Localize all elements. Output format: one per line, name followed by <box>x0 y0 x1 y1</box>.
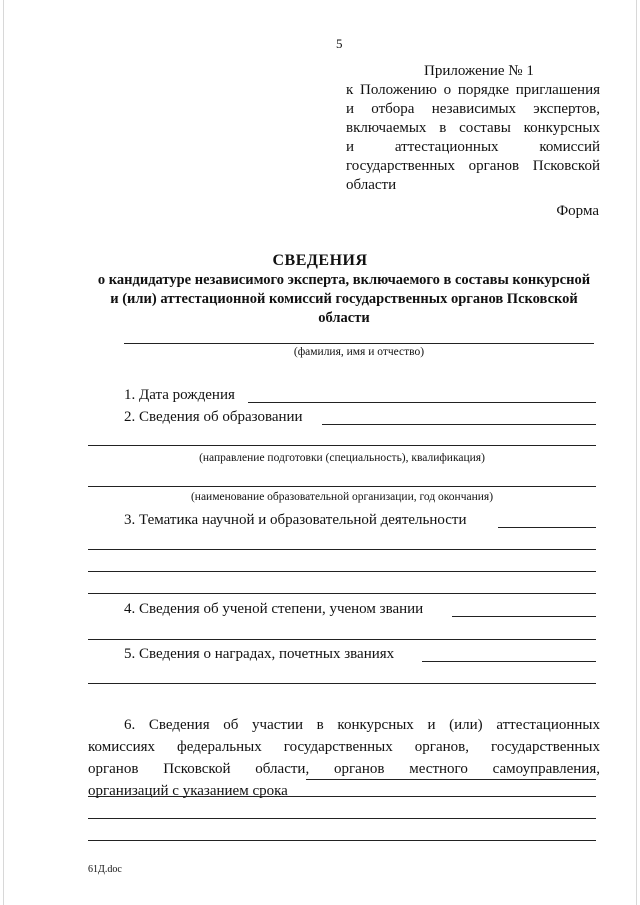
participation-line: комиссиях федеральных государственных органов, государственных <box>88 739 600 755</box>
topics-line-2[interactable] <box>88 549 596 550</box>
specialty-line[interactable] <box>88 445 596 446</box>
birth-date-label: 1. Дата рождения <box>124 387 235 403</box>
specialty-caption: (направление подготовки (специальность), квалификация) <box>199 452 485 464</box>
education-line[interactable] <box>322 424 596 425</box>
page-number: 5 <box>336 36 343 51</box>
document-title: СВЕДЕНИЯ <box>272 252 368 269</box>
form-label: Форма <box>556 203 599 219</box>
topics-line[interactable] <box>498 527 596 528</box>
annex-reference <box>346 81 600 195</box>
topics-label: 3. Тематика научной и образовательной деятельности <box>124 512 467 528</box>
participation-line-4[interactable] <box>88 840 596 841</box>
participation-line: органов Псковской области, органов местного самоуправления, <box>88 761 600 777</box>
fio-line[interactable] <box>124 343 594 344</box>
document-subtitle <box>80 271 608 328</box>
topics-line-4[interactable] <box>88 593 596 594</box>
subtitle-line: и (или) аттестационной комиссий государственных органов Псковской <box>110 291 578 307</box>
fio-caption: (фамилия, имя и отчество) <box>293 346 425 358</box>
annex-line: области <box>346 177 397 193</box>
awards-line[interactable] <box>422 661 596 662</box>
scan-edge-right <box>636 0 637 905</box>
institution-caption: (наименование образовательной организации, год окончания) <box>190 491 494 503</box>
participation-line: организаций с указанием срока <box>88 783 288 799</box>
annex-line: и аттестационных комиссий <box>346 139 600 155</box>
file-name: 61Д.doc <box>88 864 122 875</box>
participation-paragraph <box>88 714 600 802</box>
degree-line[interactable] <box>452 616 596 617</box>
awards-label: 5. Сведения о наградах, почетных званиях <box>124 646 395 662</box>
degree-line-2[interactable] <box>88 639 596 640</box>
degree-label: 4. Сведения об ученой степени, ученом звании <box>124 601 424 617</box>
annex-line: включаемых в составы конкурсных <box>346 120 600 136</box>
institution-line[interactable] <box>88 486 596 487</box>
participation-line-3[interactable] <box>88 818 596 819</box>
annex-title: Приложение № 1 <box>424 63 534 79</box>
participation-line-2[interactable] <box>88 796 596 797</box>
annex-line: государственных органов Псковской <box>346 158 600 174</box>
education-label: 2. Сведения об образовании <box>124 409 303 425</box>
subtitle-line: области <box>318 310 370 326</box>
topics-line-3[interactable] <box>88 571 596 572</box>
participation-line-input[interactable] <box>306 779 596 780</box>
annex-line: и отбора независимых экспертов, <box>346 101 600 117</box>
awards-line-2[interactable] <box>88 683 596 684</box>
subtitle-line: о кандидатуре независимого эксперта, включаемого в составы конкурсной <box>97 272 591 288</box>
participation-line: 6. Сведения об участии в конкурсных и (или) аттестационных <box>124 717 600 733</box>
scan-edge-left <box>3 0 4 905</box>
birth-date-line[interactable] <box>248 402 596 403</box>
annex-line: к Положению о порядке приглашения <box>346 82 600 98</box>
